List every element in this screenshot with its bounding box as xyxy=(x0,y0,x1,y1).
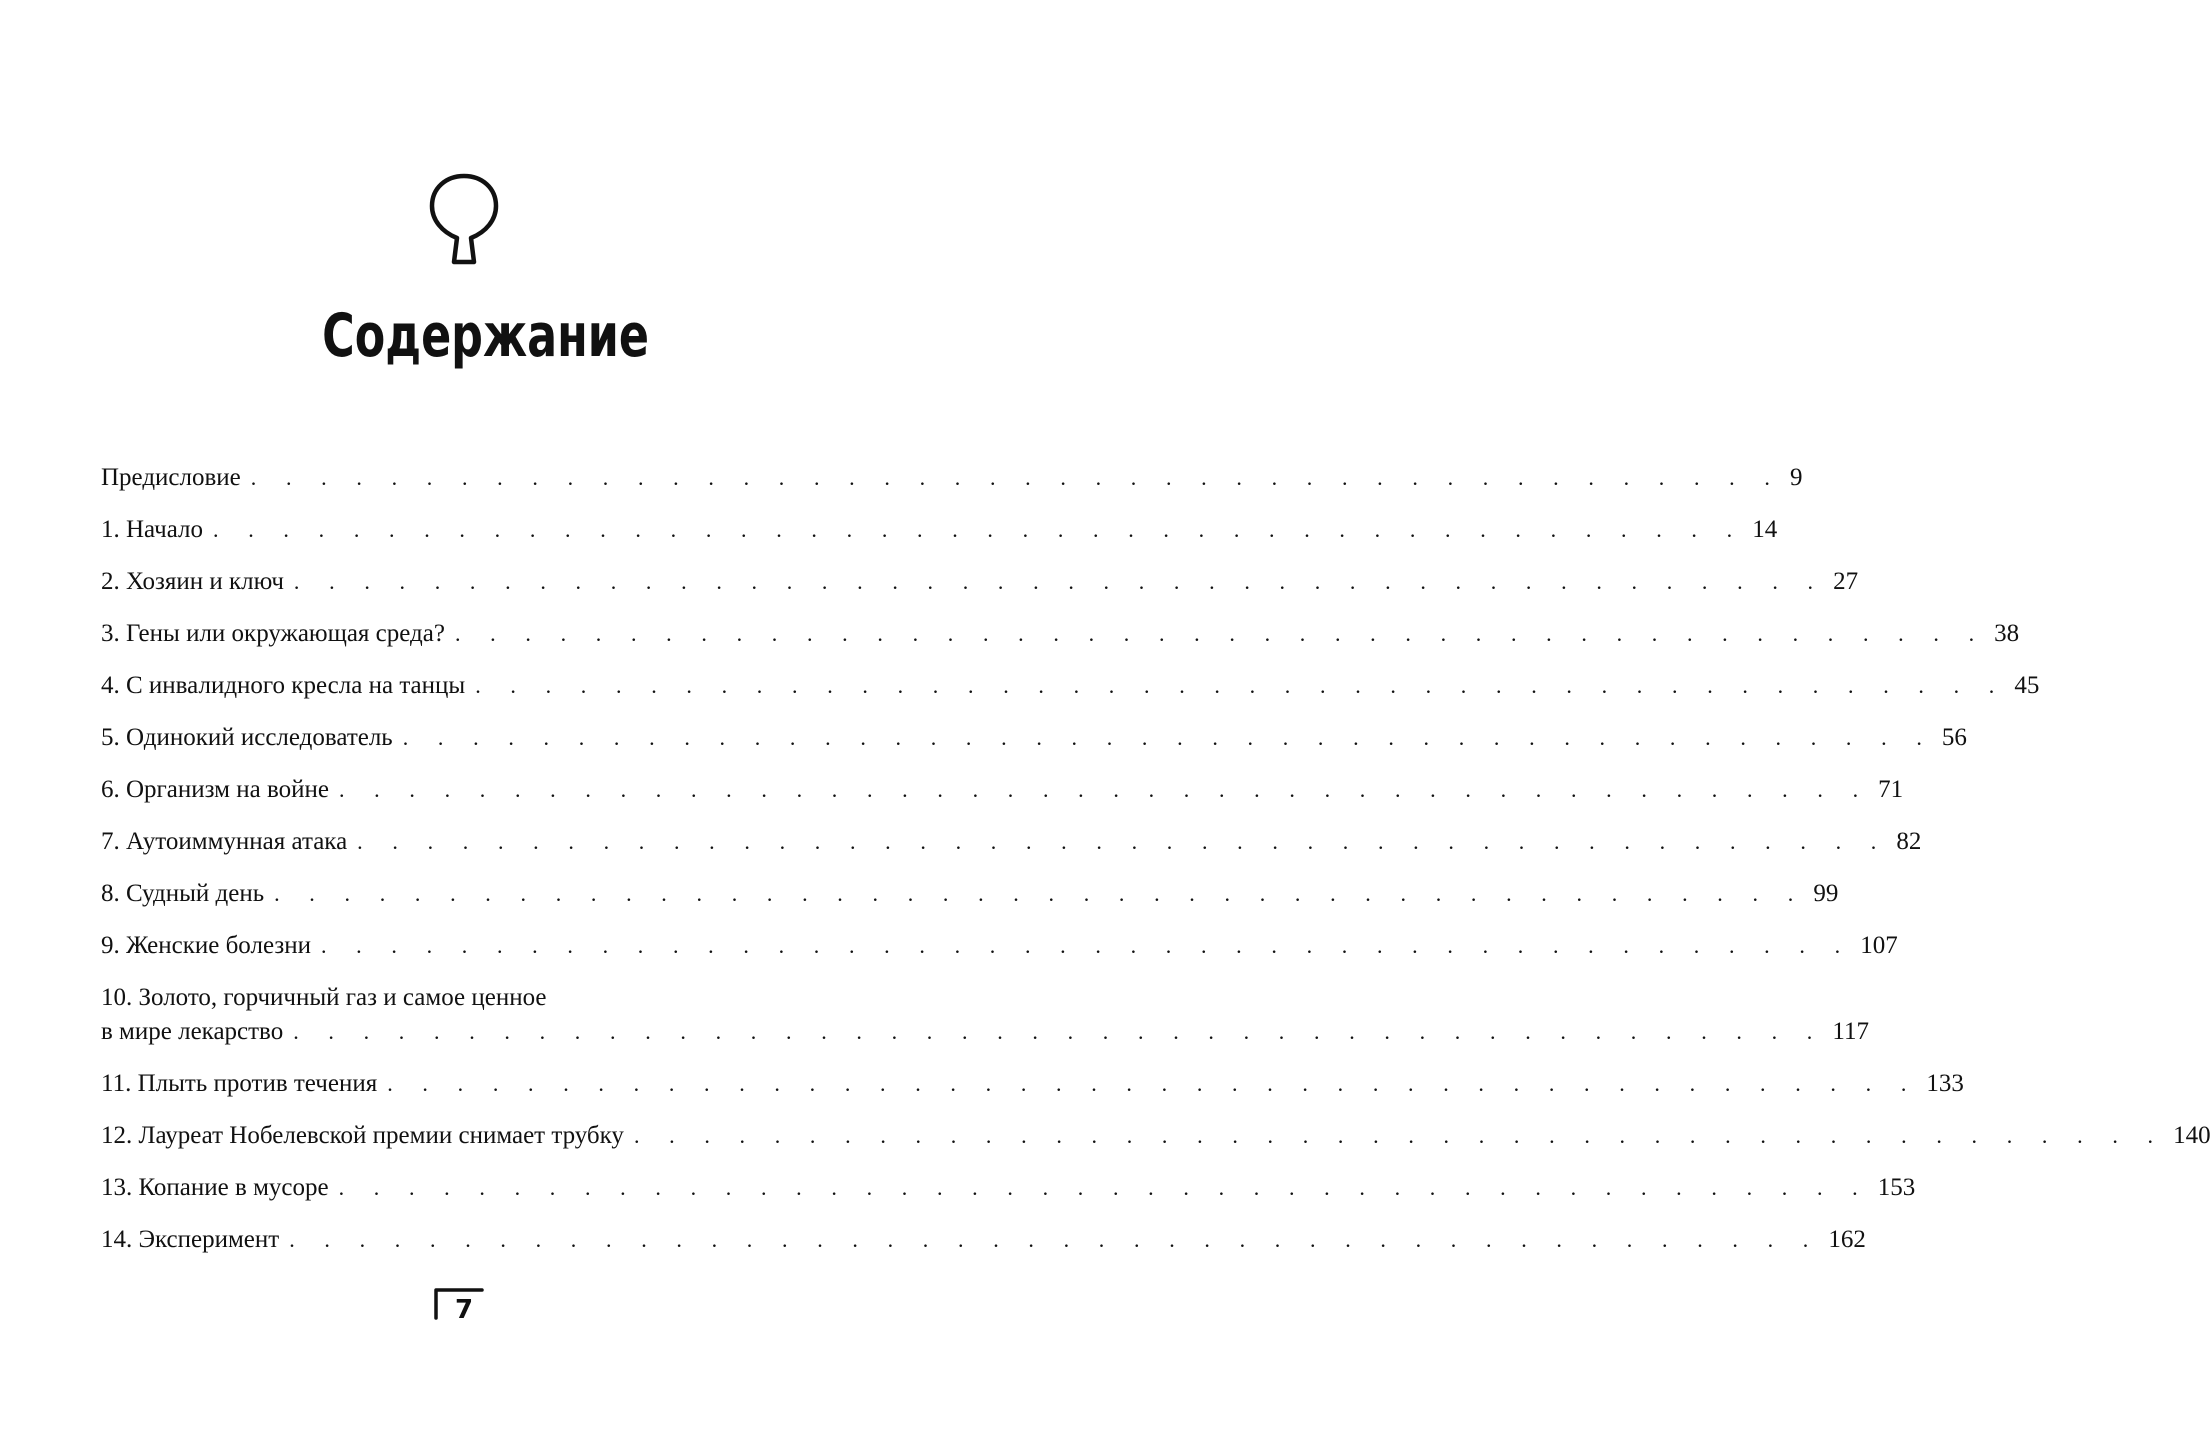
toc-entry[interactable] xyxy=(101,564,1859,616)
dot-leader: . . . . . . . . . . . . . . . . . . . . . . . . . . . . . . . . . . . . . . . . . . . . xyxy=(633,1123,2166,1148)
dot-leader: . . . . . . . . . . . . . . . . . . . . . . . . . . . . . . . . . . . . . . . . . . . . xyxy=(338,777,1871,802)
toc-entry-title: 14. Эксперимент xyxy=(101,1226,280,1253)
toc-entry-title: 1. Начало xyxy=(101,516,204,543)
table-of-contents xyxy=(101,460,2211,1274)
dot-leader: . . . . . . . . . . . . . . . . . . . . . . . . . . . . . . . . . . . . . . . . . . . . xyxy=(250,465,1782,490)
toc-entry-page: 14 xyxy=(1752,516,1778,543)
dot-leader: . . . . . . . . . . . . . . . . . . . . . . . . . . . . . . . . . . . . . . . . . . . . xyxy=(213,517,1745,542)
dot-leader: . . . . . . . . . . . . . . . . . . . . . . . . . . . . . . . . . . . . . . . . . . . . xyxy=(338,1175,1870,1200)
dot-leader: . . . . . . . . . . . . . . . . . . . . . . . . . . . . . . . . . . . . . . . . . . . . xyxy=(387,1071,1919,1096)
toc-entry-page: 117 xyxy=(1832,1018,1869,1045)
keyhole-icon xyxy=(428,172,500,266)
toc-entry-page: 71 xyxy=(1878,776,1904,803)
toc-entry-title: в мире лекарство xyxy=(101,1018,284,1045)
toc-entry[interactable] xyxy=(101,1066,1964,1118)
toc-entry[interactable] xyxy=(101,720,1967,772)
toc-entry-title: 8. Судный день xyxy=(101,880,265,907)
dot-leader: . . . . . . . . . . . . . . . . . . . . . . . . . . . . . . . . . . . . . . . . . . . . xyxy=(293,569,1826,594)
toc-entry[interactable] xyxy=(101,1222,1866,1274)
toc-entry-page: 56 xyxy=(1941,724,1967,751)
dot-leader: . . . . . . . . . . . . . . . . . . . . . . . . . . . . . . . . . . . . . . . . . . . . xyxy=(289,1227,1821,1252)
toc-entry-title: 2. Хозяин и ключ xyxy=(101,568,284,595)
toc-entry[interactable] xyxy=(101,1118,2211,1170)
toc-entry-title: 13. Копание в мусоре xyxy=(101,1174,329,1201)
toc-entry[interactable] xyxy=(101,668,2040,720)
toc-entry-page: 99 xyxy=(1813,880,1839,907)
toc-entry[interactable] xyxy=(101,876,1839,928)
toc-entry-page: 153 xyxy=(1877,1174,1916,1201)
toc-entry-page: 107 xyxy=(1860,932,1898,959)
page-title: Содержание xyxy=(322,301,650,371)
toc-entry-page: 9 xyxy=(1789,464,1803,491)
dot-leader: . . . . . . . . . . . . . . . . . . . . . . . . . . . . . . . . . . . . . . . . . . . . xyxy=(293,1019,1825,1044)
toc-entry[interactable] xyxy=(101,980,1869,1066)
toc-entry-page: 27 xyxy=(1833,568,1859,595)
toc-entry-page: 38 xyxy=(1994,620,2020,647)
toc-entry-title: 4. С инвалидного кресла на танцы xyxy=(101,672,466,699)
toc-entry-title: 3. Гены или окружающая среда? xyxy=(101,620,445,647)
toc-entry-title-line1: 10. Золото, горчичный газ и самое ценное xyxy=(101,984,547,1011)
dot-leader: . . . . . . . . . . . . . . . . . . . . . . . . . . . . . . . . . . . . . . . . . . . . xyxy=(320,933,1853,958)
dot-leader: . . . . . . . . . . . . . . . . . . . . . . . . . . . . . . . . . . . . . . . . . . . . xyxy=(475,673,2007,698)
toc-entry-page: 140 xyxy=(2173,1122,2211,1149)
dot-leader: . . . . . . . . . . . . . . . . . . . . . . . . . . . . . . . . . . . . . . . . . . . . xyxy=(357,829,1889,854)
toc-entry[interactable] xyxy=(101,460,1803,512)
toc-entry-title: Предисловие xyxy=(101,464,241,491)
toc-entry-title: 7. Аутоиммунная атака xyxy=(101,828,348,855)
toc-entry[interactable] xyxy=(101,616,2020,668)
dot-leader: . . . . . . . . . . . . . . . . . . . . . . . . . . . . . . . . . . . . . . . . . . . . xyxy=(274,881,1806,906)
page-number: 7 xyxy=(455,1295,474,1325)
toc-entry-page: 45 xyxy=(2014,672,2040,699)
toc-entry-page: 133 xyxy=(1926,1070,1964,1097)
toc-entry-title: 9. Женские болезни xyxy=(101,932,311,959)
toc-entry[interactable] xyxy=(101,928,1898,980)
toc-entry-title: 6. Организм на войне xyxy=(101,776,329,803)
dot-leader: . . . . . . . . . . . . . . . . . . . . . . . . . . . . . . . . . . . . . . . . . . . . xyxy=(402,725,1934,750)
toc-entry[interactable] xyxy=(101,772,1904,824)
dot-leader: . . . . . . . . . . . . . . . . . . . . . . . . . . . . . . . . . . . . . . . . . . . . xyxy=(454,621,1987,646)
toc-entry[interactable] xyxy=(101,1170,1916,1222)
toc-entry-page: 82 xyxy=(1896,828,1922,855)
toc-entry-title: 12. Лауреат Нобелевской премии снимает трубку xyxy=(101,1122,624,1149)
toc-entry-page: 162 xyxy=(1828,1226,1866,1253)
toc-entry[interactable] xyxy=(101,824,1922,876)
toc-entry-title: 11. Плыть против течения xyxy=(101,1070,378,1097)
toc-entry[interactable] xyxy=(101,512,1778,564)
toc-entry-title: 5. Одинокий исследователь xyxy=(101,724,393,751)
